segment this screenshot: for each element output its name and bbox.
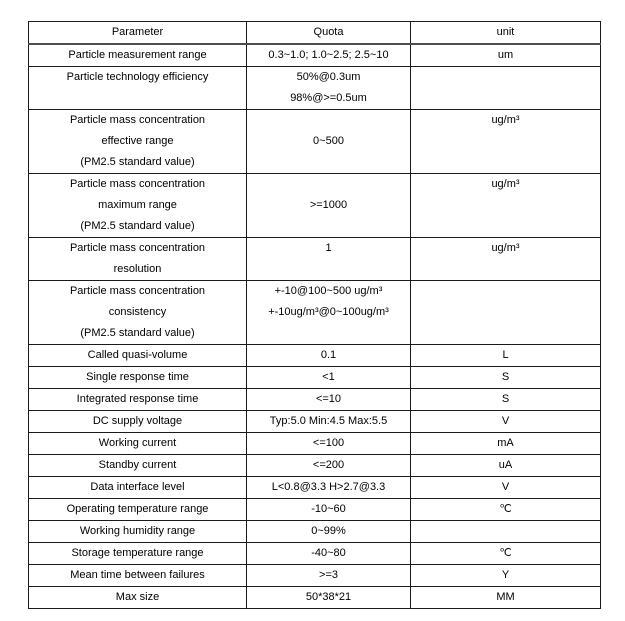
- table-row: [29, 433, 601, 455]
- parameter-cell: Mean time between failures: [29, 565, 247, 587]
- table-row: [29, 367, 601, 389]
- quota-cell: >=3: [247, 565, 411, 587]
- header-parameter: Parameter: [29, 22, 247, 45]
- unit-cell: um: [411, 44, 601, 67]
- table-row: [29, 521, 601, 543]
- unit-cell: ug/m³: [411, 110, 601, 174]
- unit-cell: [411, 67, 601, 110]
- unit-cell: ug/m³: [411, 174, 601, 238]
- parameter-cell: Working humidity range: [29, 521, 247, 543]
- unit-cell: [411, 281, 601, 345]
- table-row: [29, 174, 601, 238]
- unit-cell: V: [411, 477, 601, 499]
- quota-cell: -40~80: [247, 543, 411, 565]
- quota-cell: L<0.8@3.3 H>2.7@3.3: [247, 477, 411, 499]
- quota-cell: 50*38*21: [247, 587, 411, 609]
- unit-cell: uA: [411, 455, 601, 477]
- spec-table-body: [29, 44, 601, 609]
- parameter-cell: Data interface level: [29, 477, 247, 499]
- table-row: [29, 389, 601, 411]
- quota-cell: 1: [247, 238, 411, 281]
- quota-cell: 0~99%: [247, 521, 411, 543]
- parameter-cell: DC supply voltage: [29, 411, 247, 433]
- parameter-cell: Standby current: [29, 455, 247, 477]
- spec-table: [28, 21, 601, 609]
- table-row: [29, 455, 601, 477]
- parameter-cell: Max size: [29, 587, 247, 609]
- table-row: [29, 477, 601, 499]
- parameter-cell: Single response time: [29, 367, 247, 389]
- parameter-cell: Integrated response time: [29, 389, 247, 411]
- parameter-cell: Particle technology efficiency: [29, 67, 247, 110]
- parameter-cell: Called quasi-volume: [29, 345, 247, 367]
- header-quota: Quota: [247, 22, 411, 45]
- table-row: [29, 238, 601, 281]
- unit-cell: ug/m³: [411, 238, 601, 281]
- header-unit: unit: [411, 22, 601, 45]
- unit-cell: V: [411, 411, 601, 433]
- parameter-cell: Operating temperature range: [29, 499, 247, 521]
- unit-cell: S: [411, 389, 601, 411]
- table-row: [29, 110, 601, 174]
- table-row: [29, 345, 601, 367]
- quota-cell: -10~60: [247, 499, 411, 521]
- parameter-cell: Working current: [29, 433, 247, 455]
- unit-cell: S: [411, 367, 601, 389]
- parameter-cell: Particle mass concentration effective range (PM2.5 standard value): [29, 110, 247, 174]
- quota-cell: <=10: [247, 389, 411, 411]
- parameter-cell: Particle mass concentration consistency (PM2.5 standard value): [29, 281, 247, 345]
- unit-cell: [411, 521, 601, 543]
- table-row: [29, 543, 601, 565]
- parameter-cell: Particle mass concentration resolution: [29, 238, 247, 281]
- unit-cell: ℃: [411, 543, 601, 565]
- unit-cell: ℃: [411, 499, 601, 521]
- quota-cell: 0.3~1.0; 1.0~2.5; 2.5~10: [247, 44, 411, 67]
- unit-cell: L: [411, 345, 601, 367]
- table-row: [29, 565, 601, 587]
- table-row: [29, 67, 601, 110]
- quota-cell: Typ:5.0 Min:4.5 Max:5.5: [247, 411, 411, 433]
- quota-cell: 0~500: [247, 110, 411, 174]
- table-row: [29, 281, 601, 345]
- table-row: [29, 44, 601, 67]
- table-row: [29, 499, 601, 521]
- quota-cell: 50%@0.3um 98%@>=0.5um: [247, 67, 411, 110]
- unit-cell: mA: [411, 433, 601, 455]
- quota-cell: >=1000: [247, 174, 411, 238]
- quota-cell: +-10@100~500 ug/m³ +-10ug/m³@0~100ug/m³: [247, 281, 411, 345]
- unit-cell: MM: [411, 587, 601, 609]
- quota-cell: <1: [247, 367, 411, 389]
- header-row: [29, 22, 601, 45]
- table-row: [29, 587, 601, 609]
- quota-cell: 0.1: [247, 345, 411, 367]
- quota-cell: <=200: [247, 455, 411, 477]
- parameter-cell: Particle measurement range: [29, 44, 247, 67]
- quota-cell: <=100: [247, 433, 411, 455]
- table-row: [29, 411, 601, 433]
- unit-cell: Y: [411, 565, 601, 587]
- parameter-cell: Particle mass concentration maximum range (PM2.5 standard value): [29, 174, 247, 238]
- parameter-cell: Storage temperature range: [29, 543, 247, 565]
